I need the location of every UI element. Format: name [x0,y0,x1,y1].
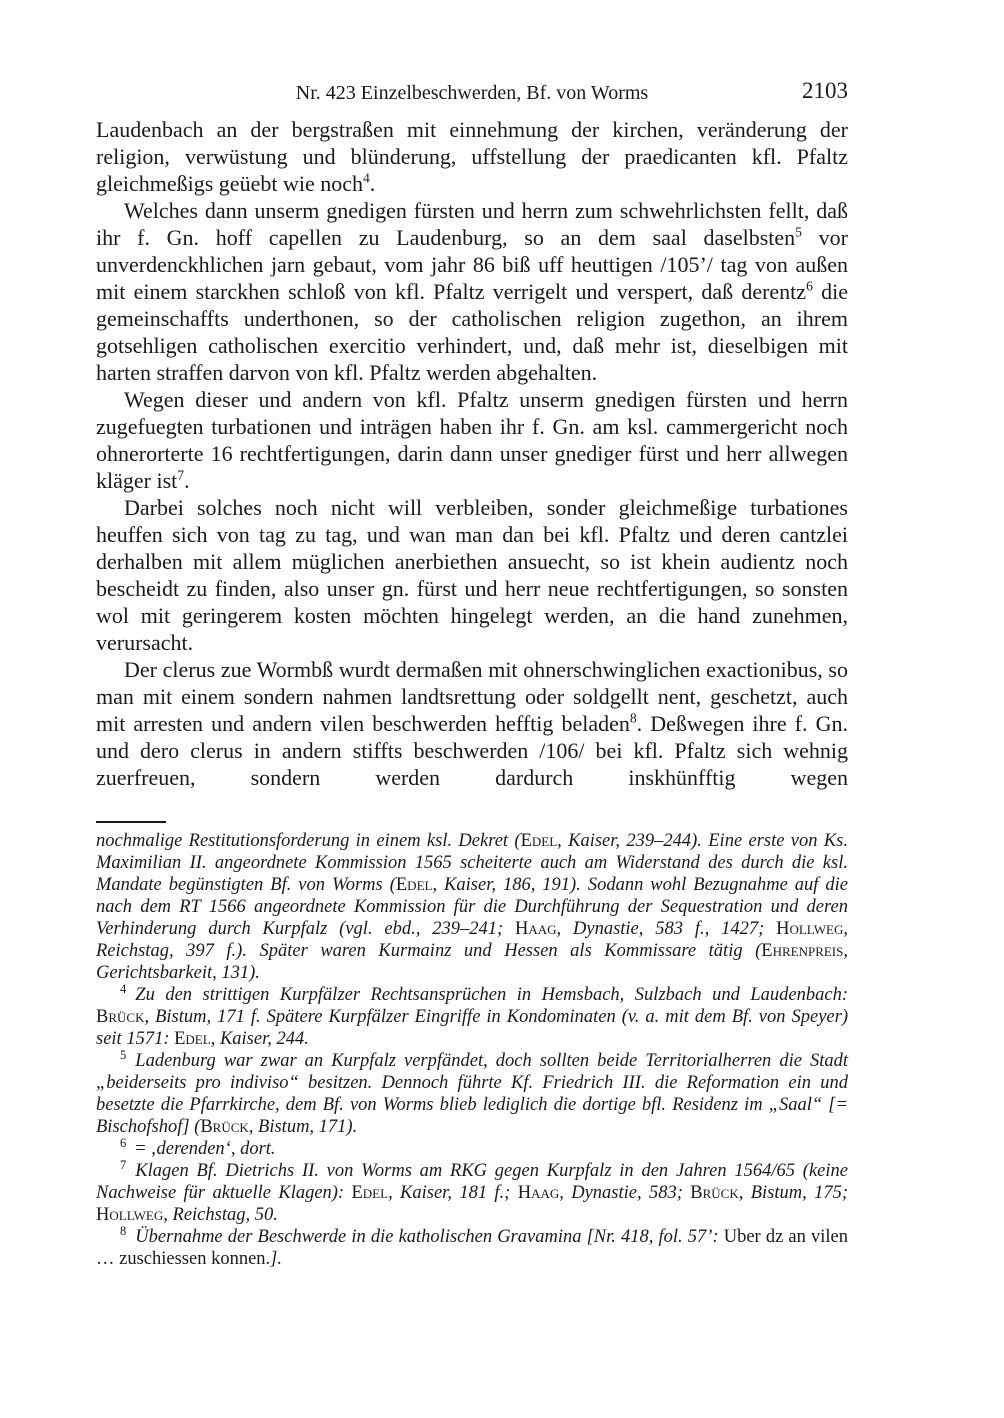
text-segment: ‚derenden‘, dort. [150,1139,276,1159]
text-segment: = [135,1139,151,1159]
paragraph [96,1223,848,1270]
footnote-reference: 7 [177,467,185,483]
text-segment: Der clerus zue Wormbß wurdt dermaßen mit ohnerschwinglichen exactionibus, so man mit einem sondern nahmen landtsrettung oder soldgellt nent, geschetzt, auch mit arresten und andern vilen beschwerden hefftig beladen [96,657,848,736]
text-segment: Welches dann unserm gnedigen fürsten und herrn zum schwehrlichsten fellt, daß ihr f. Gn. hoff capellen zu Laudenburg, so an dem saal daselbsten [96,198,848,250]
text-segment: , Reichstag, 397 f.). Später waren Kurmainz und Hessen als Kommissare tätig ( [96,919,848,961]
text-segment: Hollweg [96,1205,164,1225]
running-header [96,80,848,106]
text-segment: Brück [690,1183,739,1203]
footnotes [96,830,848,1270]
text-segment: . [369,171,376,196]
paragraph [96,197,848,386]
paragraph [96,494,848,656]
text-segment: Edel [395,875,433,895]
paragraph [96,830,848,984]
paragraph [96,1157,848,1226]
text-segment: Edel [351,1183,389,1203]
text-segment: , Gerichtsbarkeit, 131). [96,941,848,983]
paragraph [96,981,848,1050]
text-segment: , Bistum, 171 f. Spätere Kurpfälzer Eingriffe in Kondominaten (v. a. mit dem Bf. von Speyer) seit 1571: [96,1007,848,1049]
footnote-reference: 6 [806,278,813,294]
text-segment: Brück [200,1117,249,1137]
text-segment: Klagen Bf. Dietrichs II. von Worms am RKG gegen Kurpfalz in den Jahren 1564/65 (keine Nachweise für aktuelle Klagen): [96,1161,848,1203]
text-segment: die gemeinschaffts underthonen, so der catholischen religion zugethon, an ihrem gotsehligen catholischen exercitio verhindert, und, daß mehr ist, dieselbigen mit harten straffen darvon von kfl. Pfaltz werden abgehalten. [96,279,848,385]
footnote-reference: 4 [362,170,370,186]
footnote-number: 5 [120,1047,127,1062]
text-segment: vor unverdenckhlichen jarn gebaut, vom jahr 86 biß uff heuttigen /105’/ tag von außen mit einem starckhen schloß von kfl. Pfaltz verrigelt und verspert, daß derentz [96,225,848,304]
text-segment: Zu den strittigen Kurpfälzer Rechtsansprüchen in Hemsbach, Sulzbach und Laudenbach: [135,985,848,1005]
running-header-title: Nr. 423 Einzelbeschwerden, Bf. von Worms [295,82,649,104]
text-segment: Wegen dieser und andern von kfl. Pfaltz unserm gnedigen fürsten und herrn zugefuegten turbationen und inträgen haben ihr f. Gn. am ksl. cammergericht noch ohnerorterte 16 rechtfertigungen, darin dann unser gnediger fürst und herr allwegen kläger ist [96,387,848,493]
text-segment: ]. [270,1249,282,1269]
text-segment: , Bistum, 175; [738,1183,848,1203]
text-segment: , Dynastie, 583; [559,1183,691,1203]
text-segment: Übernahme der Beschwerde in die katholischen Gravamina [Nr. 418, fol. 57’: [135,1227,724,1247]
text-segment: . Deßwegen ihre f. Gn. und dero clerus in andern stiffts beschwerden /106/ bei kfl. Pfaltz sich wehnig zuerfreuen, sondern werden dardurch inskhünfftig wegen [96,711,848,790]
text-segment: , Reichstag, 50. [163,1205,278,1225]
footnote-number: 7 [120,1157,127,1172]
body-text [96,116,848,791]
paragraph [96,386,848,494]
text-segment: Hollweg [776,919,844,939]
paragraph [96,656,848,791]
text-segment: , Kaiser, 244. [210,1029,309,1049]
footnote-number: 4 [120,981,127,996]
text-segment: nochmalige Restitutionsforderung in einem ksl. Dekret ( [96,831,521,851]
footnote-reference: 5 [795,224,802,240]
text-segment: , Dynastie, 583 f., 1427; [556,919,777,939]
text-segment: Edel [520,831,558,851]
text-segment: Ladenburg war zwar an Kurpfalz verpfändet, doch sollten beide Territorialherren die Stadt „beiderseits pro indiviso“ besitzen. Dennoch führte Kf. Friedrich III. die Reformation ein und besetzte die Pfarrkirche, dem Bf. von Worms blieb lediglich die dortige bfl. Residenz im „Saal“ [= Bischofshof] ( [96,1051,848,1137]
text-segment: , Kaiser, 186, 191). Sodann wohl Bezugnahme auf die nach dem RT 1566 angeordnete Kommission für die Durchführung der Sequestration und deren Verhinderung durch Kurpfalz (vgl. ebd., 239–241; [96,875,849,939]
text-segment: Uber dz an vilen … zuschiessen konnen. [96,1227,848,1269]
footnote-number: 8 [120,1223,127,1238]
footnote-separator [96,821,166,823]
text-segment: Edel [174,1029,211,1049]
text-segment: Laudenbach an der bergstraßen mit einnehmung der kirchen, veränderung der religion, verwüstung und blünderung, uffstellung der praedicanten kfl. Pfaltz gleichmeßigs geüebt wie noch [96,117,848,196]
text-segment: , Kaiser, 239–244). Eine erste von Ks. Maximilian II. angeordnete Kommission 1565 scheiterte auch am Widerstand des durch die ksl. Mandate begünstigten Bf. von Worms ( [96,831,849,895]
text-segment: . [184,468,190,493]
text-segment: Brück [96,1007,145,1027]
page-number: 2103 [802,78,848,103]
paragraph [96,1135,848,1160]
footnote-number: 6 [120,1135,127,1150]
text-segment: Darbei solches noch nicht will verbleiben, sonder gleichmeßige turbationes heuffen sich von tag zu tag, und wan man dan bei kfl. Pfaltz und deren cantzlei derhalben mit allem müglichen anerbiethen ansuecht, so ist khein audientz noch bescheidt zu finden, also unser gn. fürst und herr neue rechtfertigungen, so sonsten wol mit geringerem kosten möchten hingelegt werden, an die hand zunehmen, verursacht. [96,495,848,655]
text-segment: , Bistum, 171). [248,1117,358,1137]
paragraph [96,1047,848,1138]
text-segment: Haag [515,919,557,939]
text-segment: Haag [517,1183,560,1203]
footnote-reference: 8 [629,710,637,726]
text-segment: , Kaiser, 181 f.; [388,1183,518,1203]
text-segment: Ehrenpreis [761,941,844,961]
paragraph [96,116,848,197]
